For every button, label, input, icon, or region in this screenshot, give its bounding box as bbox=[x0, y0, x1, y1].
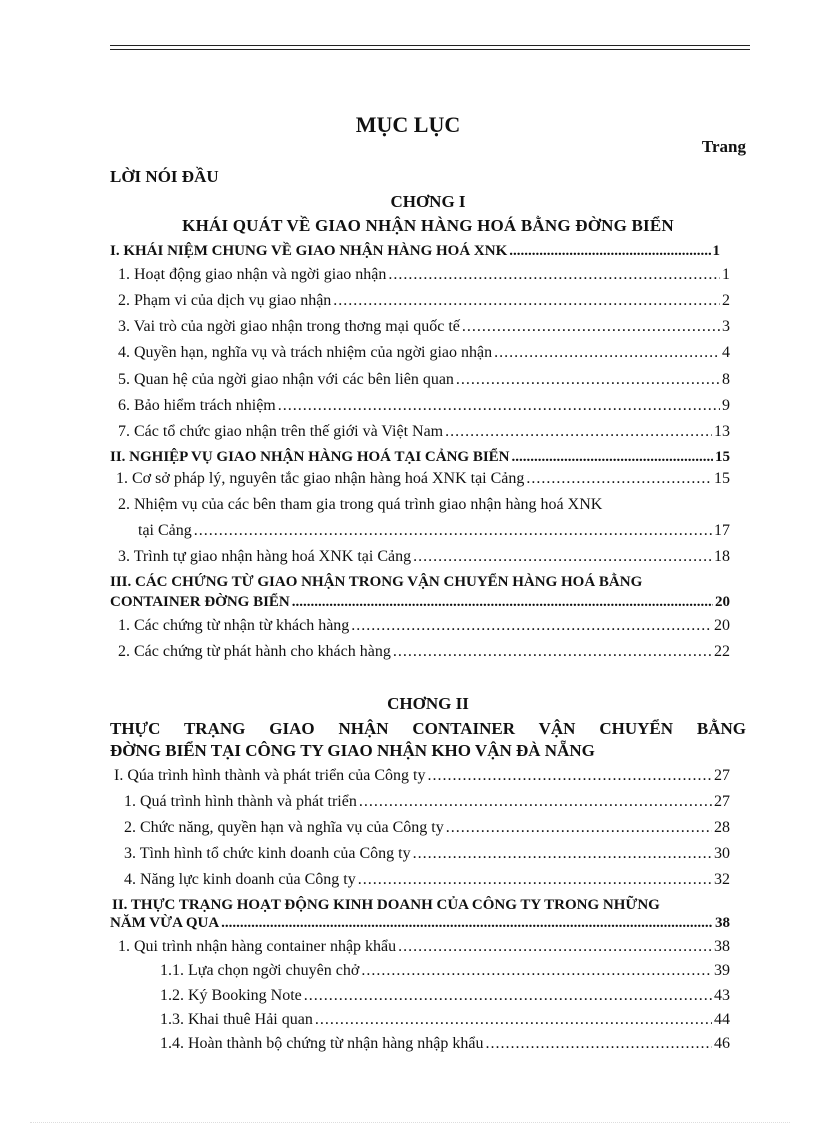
toc-section-continuation[interactable]: NĂM VỪA QUA ..... 38 bbox=[110, 915, 730, 932]
toc-section-1-3[interactable]: III. CÁC CHỨNG TỪ GIAO NHẬN TRONG VẬN CHUYỂN HÀNG HOÁ BẰNG bbox=[110, 574, 643, 590]
toc-section-2-1[interactable]: I. Qúa trình hình thành và phát triển của Công ty ..... 27 bbox=[114, 767, 730, 785]
toc-section-1-2[interactable]: II. NGHIỆP VỤ GIAO NHẬN HÀNG HOÁ TẠI CẢNG BIỂN ..... 15 bbox=[110, 449, 730, 466]
chapter-2-title-line-2: ĐỜNG BIỂN TẠI CÔNG TY GIAO NHẬN KHO VẬN ĐÀ NẴNG bbox=[110, 741, 595, 760]
dot-leader bbox=[526, 470, 712, 488]
page-column-label: Trang bbox=[701, 137, 746, 156]
dot-leader bbox=[509, 243, 710, 260]
dot-leader bbox=[358, 871, 712, 889]
chapter-1-title: KHÁI QUÁT VỀ GIAO NHẬN HÀNG HOÁ BẰNG ĐỜNG BIỂN bbox=[182, 216, 674, 235]
page-title: MỤC LỤC bbox=[355, 112, 461, 137]
intro-heading: LỜI NÓI ĐẦU bbox=[110, 167, 219, 186]
dot-leader bbox=[445, 423, 712, 441]
dot-leader bbox=[221, 915, 713, 932]
toc-entry[interactable]: 1. Qui trình nhận hàng container nhập khẩu ..... 38 bbox=[118, 938, 730, 956]
toc-entry[interactable]: 4. Quyền hạn, nghĩa vụ và trách nhiệm của ngời giao nhận ..... 4 bbox=[118, 344, 730, 362]
dot-leader bbox=[512, 449, 714, 466]
toc-subentry[interactable]: 1.1. Lựa chọn ngời chuyên chở ..... 39 bbox=[160, 962, 730, 980]
toc-entry[interactable]: 7. Các tổ chức giao nhận trên thế giới và Việt Nam ..... 13 bbox=[118, 423, 730, 441]
toc-section-continuation[interactable]: CONTAINER ĐỜNG BIỂN ..... 20 bbox=[110, 594, 730, 611]
chapter-1-label: CHƠNG I bbox=[390, 192, 466, 211]
dot-leader bbox=[361, 962, 712, 980]
toc-entry[interactable]: 2. Các chứng từ phát hành cho khách hàng ..... 22 bbox=[118, 643, 730, 661]
dot-leader bbox=[413, 548, 712, 566]
toc-section-2-2[interactable]: II. THỰC TRẠNG HOẠT ĐỘNG KINH DOANH CỦA CÔNG TY TRONG NHỮNG bbox=[112, 897, 660, 913]
toc-entry-continuation[interactable]: tại Cảng ..... 17 bbox=[138, 522, 730, 540]
chapter-2-title-line-1: THỰC TRẠNG GIAO NHẬN CONTAINER VẬN CHUYỂN BẰNG bbox=[110, 719, 746, 738]
toc-subentry[interactable]: 1.2. Ký Booking Note ..... 43 bbox=[160, 987, 730, 1005]
header-rule-bottom bbox=[110, 49, 750, 50]
dot-leader bbox=[315, 1011, 712, 1029]
toc-entry[interactable]: 2. Nhiệm vụ của các bên tham gia trong quá trình giao nhận hàng hoá XNK bbox=[118, 496, 603, 513]
dot-leader bbox=[398, 938, 712, 956]
toc-entry[interactable]: 3. Vai trò của ngời giao nhận trong thơng mại quốc tế ..... 3 bbox=[118, 318, 730, 336]
dot-leader bbox=[351, 617, 712, 635]
dot-leader bbox=[462, 318, 720, 336]
dot-leader bbox=[292, 594, 713, 611]
toc-section-1-1[interactable]: I. KHÁI NIỆM CHUNG VỀ GIAO NHẬN HÀNG HOÁ XNK ..... 1 bbox=[110, 243, 720, 260]
toc-entry[interactable]: 3. Tình hình tổ chức kinh doanh của Công ty ..... 30 bbox=[124, 845, 730, 863]
dot-leader bbox=[278, 397, 720, 415]
dot-leader bbox=[494, 344, 720, 362]
header-rule-top bbox=[110, 45, 750, 46]
toc-subentry[interactable]: 1.3. Khai thuê Hải quan ..... 44 bbox=[160, 1011, 730, 1029]
dot-leader bbox=[388, 266, 720, 284]
dot-leader bbox=[304, 987, 712, 1005]
dot-leader bbox=[393, 643, 712, 661]
toc-entry[interactable]: 1. Hoạt động giao nhận và ngời giao nhận ..... 1 bbox=[118, 266, 730, 284]
toc-subentry[interactable]: 1.4. Hoàn thành bộ chứng từ nhận hàng nhập khẩu ..... 46 bbox=[160, 1035, 730, 1053]
dot-leader bbox=[194, 522, 712, 540]
dot-leader bbox=[359, 793, 712, 811]
toc-entry[interactable]: 1. Quá trình hình thành và phát triển ..... 27 bbox=[124, 793, 730, 811]
toc-entry[interactable]: 4. Năng lực kinh doanh của Công ty ..... 32 bbox=[124, 871, 730, 889]
dot-leader bbox=[427, 767, 712, 785]
dot-leader bbox=[456, 371, 720, 389]
toc-entry[interactable]: 2. Chức năng, quyền hạn và nghĩa vụ của Công ty ..... 28 bbox=[124, 819, 730, 837]
toc-entry[interactable]: 1. Cơ sở pháp lý, nguyên tắc giao nhận hàng hoá XNK tại Cảng ..... 15 bbox=[116, 470, 730, 488]
dot-leader bbox=[333, 292, 720, 310]
toc-entry[interactable]: 1. Các chứng từ nhận từ khách hàng ..... 20 bbox=[118, 617, 730, 635]
toc-entry[interactable]: 3. Trình tự giao nhận hàng hoá XNK tại Cảng ..... 18 bbox=[118, 548, 730, 566]
chapter-2-label: CHƠNG II bbox=[387, 694, 469, 713]
toc-entry[interactable]: 2. Phạm vi của dịch vụ giao nhận ..... 2 bbox=[118, 292, 730, 310]
dot-leader bbox=[486, 1035, 713, 1053]
toc-entry[interactable]: 5. Quan hệ của ngời giao nhận với các bên liên quan ..... 8 bbox=[118, 371, 730, 389]
toc-entry[interactable]: 6. Bảo hiểm trách nhiệm ..... 9 bbox=[118, 397, 730, 415]
dot-leader bbox=[413, 845, 712, 863]
dot-leader bbox=[446, 819, 712, 837]
